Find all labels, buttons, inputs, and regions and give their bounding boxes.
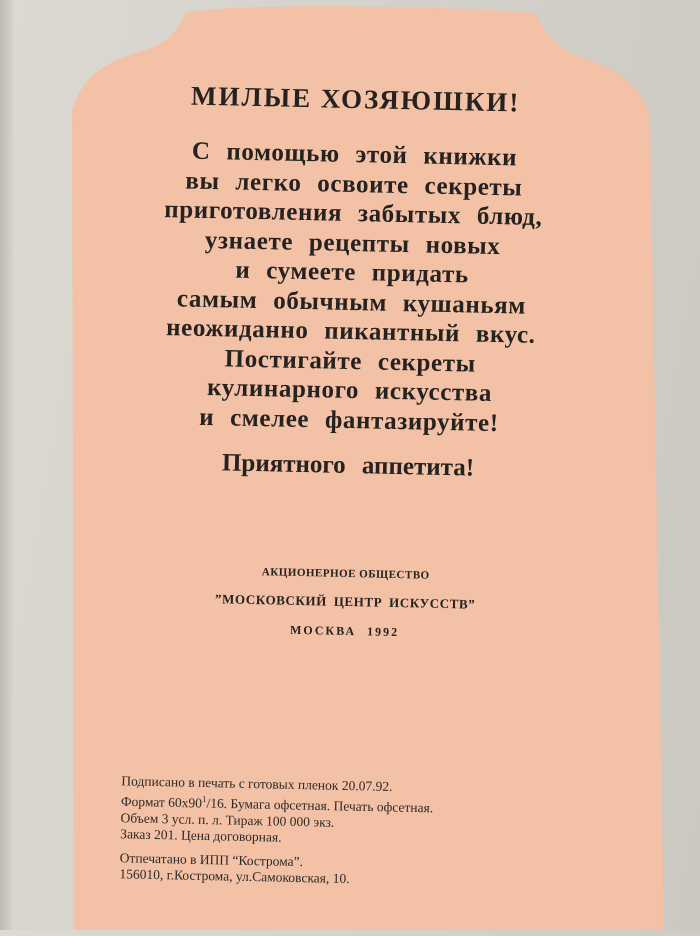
imprint-format-rest: /16. Бумага офсетная. Печать офсетная.	[206, 795, 434, 816]
intro-line: Постигайте секреты	[224, 344, 477, 378]
imprint-line: Подписано в печать с готовых пленок 20.07.92.	[121, 773, 393, 794]
intro-text	[69, 134, 635, 441]
intro-line: самым обычным кушаньям	[176, 284, 527, 320]
intro-line: неожиданно пикантный вкус.	[165, 314, 536, 349]
intro-line: вы легко освоите секреты	[185, 167, 523, 202]
intro-line: приготовления забытых блюд,	[164, 196, 543, 231]
intro-line: С помощью этой книжки	[191, 137, 518, 172]
intro-line: и сумеете придать	[235, 256, 470, 289]
imprint-line: Объем 3 усл. п. л. Тираж 100 000 экз.	[120, 809, 335, 830]
intro-line: и смелее фантазируйте!	[199, 403, 499, 437]
page-content	[58, 0, 637, 936]
publisher-name: ”МОСКОВСКИЙ ЦЕНТР ИСКУССТВ”	[214, 591, 476, 612]
imprint-format-superscript: 1	[202, 793, 207, 805]
intro-line: кулинарного искусства	[206, 374, 493, 407]
publisher-city-year: МОСКВА 1992	[289, 622, 400, 640]
imprint-line: Заказ 201. Цена договорная.	[120, 825, 282, 845]
imprint-format: Формат 60х90	[120, 793, 203, 811]
greeting-heading: МИЛЫЕ ХОЗЯЮШКИ!	[190, 80, 521, 118]
intro-line: узнаете рецепты новых	[204, 226, 501, 260]
imprint-line: Отпечатано в ИПП “Кострома”.	[119, 849, 304, 869]
imprint-block	[119, 773, 591, 891]
publisher-block	[64, 562, 625, 645]
closing-wish: Приятного аппетита!	[221, 449, 475, 482]
publisher-type: АКЦИОНЕРНОЕ ОБЩЕСТВО	[261, 566, 430, 582]
imprint-line: 156010, г.Кострома, ул.Самоковская, 10.	[119, 865, 350, 886]
